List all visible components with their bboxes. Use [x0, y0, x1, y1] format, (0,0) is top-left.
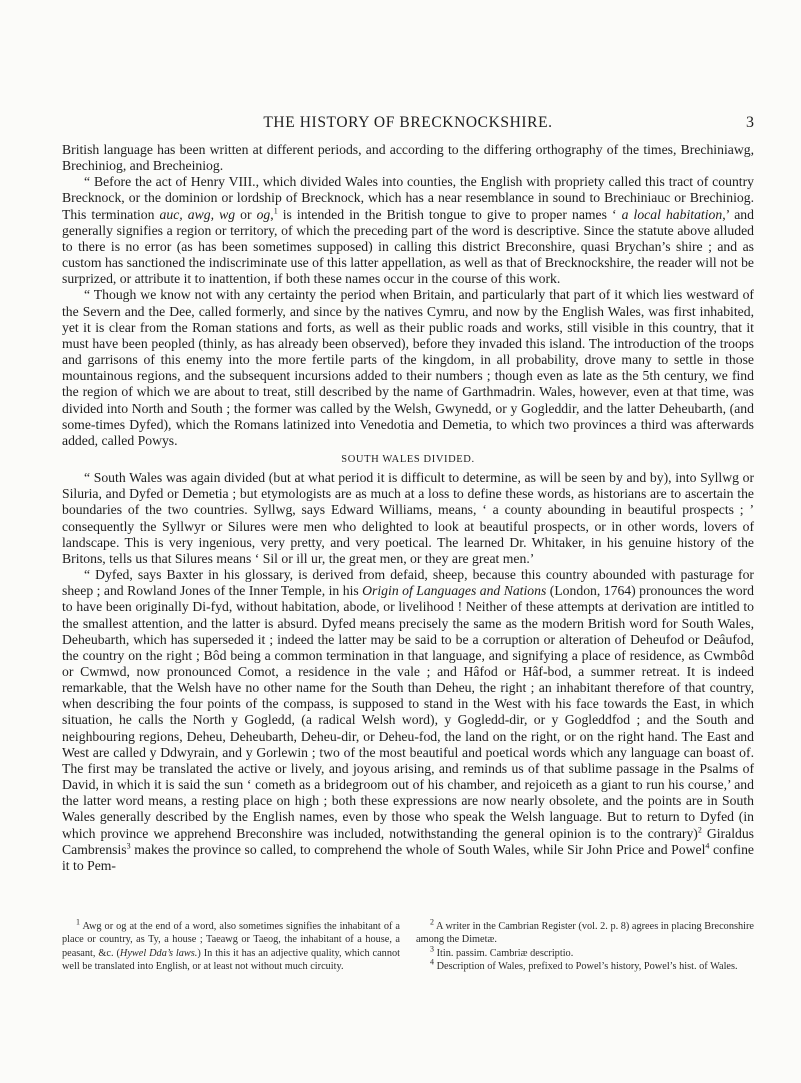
footnote-3-text: Itin. passim. Cambriæ descriptio. [434, 947, 574, 959]
running-head: THE HISTORY OF BRECKNOCKSHIRE. [263, 114, 553, 131]
footnote-ref-2: 2 [697, 825, 702, 834]
paragraph-3: “ Though we know not with any certainty the period when Britain, and particularly that part of it which lies westward of the Severn and the Dee, called formerly, and since by the natives Cymru, and now by the English Wales, was first inhabited, yet it is clear from the Roman stations and forts, as well as their public roads and works, still visible in this country, that it must have been peopled (thinly, as has already been observed), before they invaded this island. The introduction of the troops and garrisons of this enemy into the more fertile parts of the kingdom, in all probability, drove many to settle in those mountainous regions, and the subsequent incursions added to their numbers ; though even as late as the 5th century, we find the region of which we are about to treat, still described by the name of Garthmadrin. Wales, however, even at that time, was divided into North and South ; the former was called by the Welsh, Gwynedd, or y Gogleddir, and the latter Deheubarth, (and some-times Dyfed), which the Romans latinized into Venedotia and Demetia, to which two provinces a third was afterwards added, called Powys. [62, 287, 754, 448]
footnote-4-text: Description of Wales, prefixed to Powel’s history, Powel’s hist. of Wales. [434, 961, 738, 973]
footnote-3-number: 3 [430, 944, 434, 954]
p2-text-f: is intended in the British tongue to give to proper names ‘ [277, 206, 622, 222]
p5-text-e: makes the province so called, to comprehend the whole of South Wales, while Sir John Price and Powel [130, 841, 706, 857]
p2-comma: , [270, 206, 274, 222]
section-heading: SOUTH WALES DIVIDED. [341, 453, 475, 465]
paragraph-1: British language has been written at different periods, and according to the differing orthography of the times, Brechiniawg, Brechiniog, and Brecheiniog. [62, 142, 754, 174]
paragraph-5 [62, 567, 754, 874]
p5-text-f: confine it to Pem- [62, 841, 754, 873]
p5-text-c: (London, 1764) pronounces the word to have been originally Di-fyd, without habitation, abode, or livelihood ! Neither of these attempts at derivation are intitled to the smallest attention, and the latter is absurd. Dyfed means precisely the same as the modern British word for South Wales, Deheubarth, which has superseded it ; indeed the latter may be said to be a corruption or alteration of Deheufod or Deâufod, the country on the right ; Bôd being a common termination in that language, and signifying a place of residence, as Cwmbôd or Cwmwd, now pronounced Comot, a residence in the vale ; and Hâfod or Hâf-bod, a summer retreat. It is indeed remarkable, that the Welsh have no other name for the South than Deheu, the right ; an inhabitant therefore of that country, when describing the four points of the compass, is supposed to stand in the West with his face towards the East, in which situation, he calls the North y Gogledd, (a radical Welsh word), y Gogledd-dir, or y Gogleddfod ; and the South and neighbouring regions, Deheu, Deheubarth, Deheu-dir, or Deheu-fod, the land on the right, or on the right hand. The East and West are called y Ddwyrain, and y Gorlewin ; two of the most beautiful and poetical words which any language can boast of. The first may be translated the active or lively, and joyous arising, and reminds us of that sublime passage in the Psalms of David, in which it is said the sun ‘ cometh as a bridegroom out of his chamber, and rejoiceth as a giant to run his course,’ and the latter word means, a resting place on high ; both these expressions are now nearly obsolete, and the points are in South Wales generally described by the English names, even by those who speak the Welsh language. But to return to Dyfed (in which province we apprehend Breconshire was included, notwithstanding the general opinion is to the contrary) [62, 583, 754, 841]
footnote-4 [416, 957, 754, 973]
p5-book-title: Origin of Languages and Nations [362, 583, 547, 599]
p5-text-a: “ Dyfed, says Baxter in his glossary, is derived from defaid, sheep, because this country abounded with pasturage for sheep ; and Rowland Jones of the Inner Temple, in his [62, 567, 754, 599]
page-number: 3 [746, 114, 754, 131]
paragraph-2 [62, 174, 754, 287]
p2-text-h: ,’ and generally signifies a region or territory, of which the preceding part of the word is descriptive. Since the statute above alluded to there is no error (as has been sometimes supposed) in calling this district Breconshire, quasi Brychan’s shire ; and as custom has sanctioned the indiscriminate use of this latter appellation, as well as that of Brecknockshire, the reader will not be surprized, or attribute it to inattention, if both these names occur in the course of this work. [62, 206, 754, 287]
footnote-ref-1: 1 [273, 206, 278, 216]
footnote-2 [416, 917, 754, 947]
footnote-ref-4: 4 [705, 841, 710, 851]
body-text [62, 142, 754, 874]
p2-text-c: or [235, 206, 257, 222]
footnote-1-text-c: ) In this it has an adjective quality, which cannot well be translated into English, or at least not without much circuity. [62, 947, 400, 973]
p5-text-d: Giraldus Cambrensis [62, 825, 755, 857]
p2-terms: auc, awg, wg [159, 206, 236, 222]
footnote-3 [416, 944, 754, 960]
footnote-1-source: Hywel Dda’s laws. [119, 947, 198, 959]
footnote-ref-3: 3 [126, 841, 131, 851]
page-header [62, 114, 754, 136]
p2-local-habitation: a local habitation [621, 206, 723, 222]
footnotes [62, 917, 754, 974]
footnote-column-right [416, 917, 754, 974]
footnote-2-number: 2 [430, 917, 434, 927]
p2-og: og [256, 206, 271, 222]
footnote-2-text: A writer in the Cambrian Register (vol. 2. p. 8) agrees in placing Breconshire among the Dimetæ. [416, 921, 754, 946]
paragraph-4: “ South Wales was again divided (but at what period it is difficult to determine, as will be seen by and by), into Syllwg or Siluria, and Dyfed or Demetia ; but etymologists are as much at a loss to define these words, as historians are to ascertain the boundaries of the two countries. Syllwg, says Edward Williams, means, ‘ a county abounding in beautiful prospects ; ’ consequently the Syllwyr or Silures were men who delighted to look at beautiful prospects, or in other words, lovers of landscape. This is very ingenious, very pretty, and very poetical. The learned Dr. Whitaker, in his genuine history of the Britons, tells us that Silures means ‘ Sil or ill ur, the great men, or they are great men.’ [62, 470, 754, 566]
footnote-4-number: 4 [430, 957, 434, 967]
footnote-1 [62, 917, 400, 974]
p2-text-a: “ Before the act of Henry VIII., which divided Wales into counties, the English with propriety called this tract of country Brecknock, or the dominion or lordship of Brecknock, which has a near resemblance in sound to Brechiniauc or Brechiniog. This termination [62, 174, 754, 222]
footnote-1-number: 1 [76, 917, 80, 927]
footnote-column-left [62, 917, 400, 974]
footnote-1-text-a: Awg or og at the end of a word, also sometimes signifies the inhabitant of a place or country, as Ty, a house ; Taeawg or Taeog, the inhabitant of a house, a peasant, &c. ( [62, 921, 400, 959]
